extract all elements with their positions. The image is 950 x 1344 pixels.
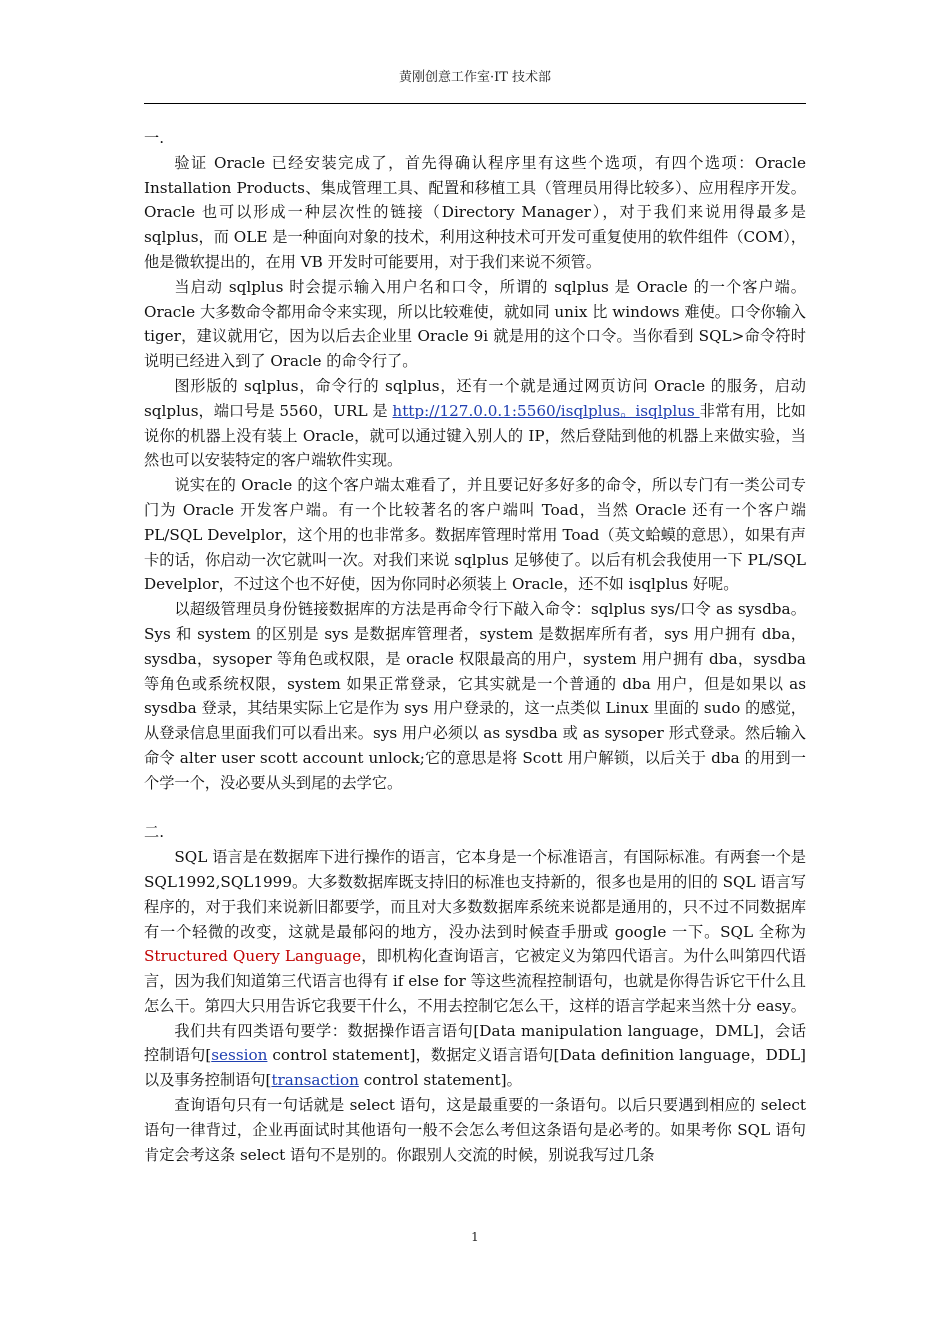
paragraph: 当启动 sqlplus 时会提示输入用户名和口令，所谓的 sqlplus 是 Oracle 的一个客户端。Oracle 大多数命令都用命令来实现，所以比较难使，就如同 unix 比 windows 难使。口令你输入 tiger，建议就用它，因为以后去企业里 Oracle 9i 就是用的这个口令。当你看到 SQL>命令符时说明已经进入到了 Oracle 的命令行了。 [144, 277, 806, 371]
paragraph: 查询语句只有一句话就是 select 语句，这是最重要的一条语句。以后只要遇到相应的 select 语句一律背过，企业再面试时其他语句一般不会怎么考但这条语句是必考的。如果考你 SQL 语句肯定会考这条 select 语句不是别的。你跟别人交流的时候，别说我写过几条 [144, 1096, 806, 1164]
session-link[interactable]: session [211, 1046, 268, 1065]
paragraph [144, 1019, 806, 1093]
blank-line [144, 796, 806, 821]
page-header: 黄刚创意工作室·IT 技术部 [398, 70, 552, 85]
document-body [144, 126, 806, 1167]
paragraph-text: SQL 语言是在数据库下进行操作的语言，它本身是一个标准语言，有国际标准。有两套一个是 SQL1992,SQL1999。大多数数据库既支持旧的标准也支持新的，很多也是用的旧的 SQL 语言写程序的，对于我们来说新旧都要学，而且对大多数数据库系统来说都是通用的，只不过不同数据库有一个轻微的改变，这就是最郁闷的地方，没办法到时候查手册或 google 一下。SQL 全称为 [144, 848, 806, 941]
paragraph: 说实在的 Oracle 的这个客户端太难看了，并且要记好多好多的命令，所以专门有一类公司专门为 Oracle 开发客户端。有一个比较著名的客户端叫 Toad，当然 Oracle 还有一个客户端 PL/SQL Develplor，这个用的也非常多。数据库管理时常用 Toad（英文蛤蟆的意思），如果有声卡的话，你启动一次它就叫一次。对我们来说 sqlplus 足够使了。以后有机会我使用一下 PL/SQL Develplor，不过这个也不好使，因为你同时必须装上 Oracle，还不如 isqlplus 好呢。 [144, 476, 806, 594]
paragraph: 验证 Oracle 已经安装完成了，首先得确认程序里有这些个选项，有四个选项：Oracle Installation Products、集成管理工具、配置和移植工具（管理员用得比较多）、应用程序开发。Oracle 也可以形成一种层次性的链接（Directory Manager），对于我们来说用得最多是 sqlplus，而 OLE 是一种面向对象的技术，利用这种技术可开发可重复使用的软件组件（COM），他是微软提出的，在用 VB 开发时可能要用，对于我们来说不须管。 [144, 153, 806, 271]
page-number: 1 [471, 1230, 479, 1244]
paragraph-text: 图形版的 sqlplus，命令行的 sqlplus，还有一个就是通过网页访问 Oracle 的服务，启动 sqlplus，端口号是 5560，URL 是 [144, 376, 806, 420]
paragraph-text: control statement]。 [358, 1071, 522, 1090]
section-heading: 二. [144, 823, 165, 842]
paragraph-text: 非常有用，比如说你的机器上没有装上 Oracle，就可以通过键入别人的 IP，然后登陆到他的机器上来做实验，当然也可以安装特定的客户端软件实现。 [144, 401, 806, 470]
paragraph [144, 374, 806, 473]
paragraph-text: 我们共有四类语句要学：数据操作语言语句[Data manipulation language，DML]，会话控制语句[ [144, 1021, 806, 1065]
highlighted-term: Structured Query Language [144, 947, 362, 966]
paragraph-text: ，即机构化查询语言，它被定义为第四代语言。为什么叫第四代语言，因为我们知道第三代语言也得有 if else for 等这些流程控制语句，也就是你得告诉它干什么且怎么干。第四大只用告诉它我要干什么，不用去控制它怎么干，这样的语言学起来当然十分 easy。 [144, 947, 806, 1015]
paragraph [144, 845, 806, 1019]
paragraph-text: control statement]，数据定义语言语句[Data definition language，DDL]以及事务控制语句[ [144, 1046, 806, 1090]
transaction-link[interactable]: transaction [271, 1071, 359, 1090]
header-rule [144, 103, 806, 104]
isqlplus-url-link[interactable]: http://127.0.0.1:5560/isqlplus。isqlplus [392, 401, 700, 420]
paragraph: 以超级管理员身份链接数据库的方法是再命令行下敲入命令：sqlplus sys/口令 as sysdba。Sys 和 system 的区别是 sys 是数据库管理者，system 是数据库所有者，sys 用户拥有 dba，sysdba，sysoper 等角色或权限，是 oracle 权限最高的用户，system 用户拥有 dba，sysdba 等角色或系统权限，system 如果正常登录，它其实就是一个普通的 dba 用户，但是如果以 as sysdba 登录，其结果实际上它是作为 sys 用户登录的，这一点类似 Linux 里面的 sudo 的感觉，从登录信息里面我们可以看出来。sys 用户必须以 as sysdba 或 as sysoper 形式登录。然后输入命令 alter user scott account unlock;它的意思是将 Scott 用户解锁，以后关于 dba 的用到一个学一个，没必要从头到尾的去学它。 [144, 600, 806, 792]
section-heading: 一. [144, 129, 165, 147]
